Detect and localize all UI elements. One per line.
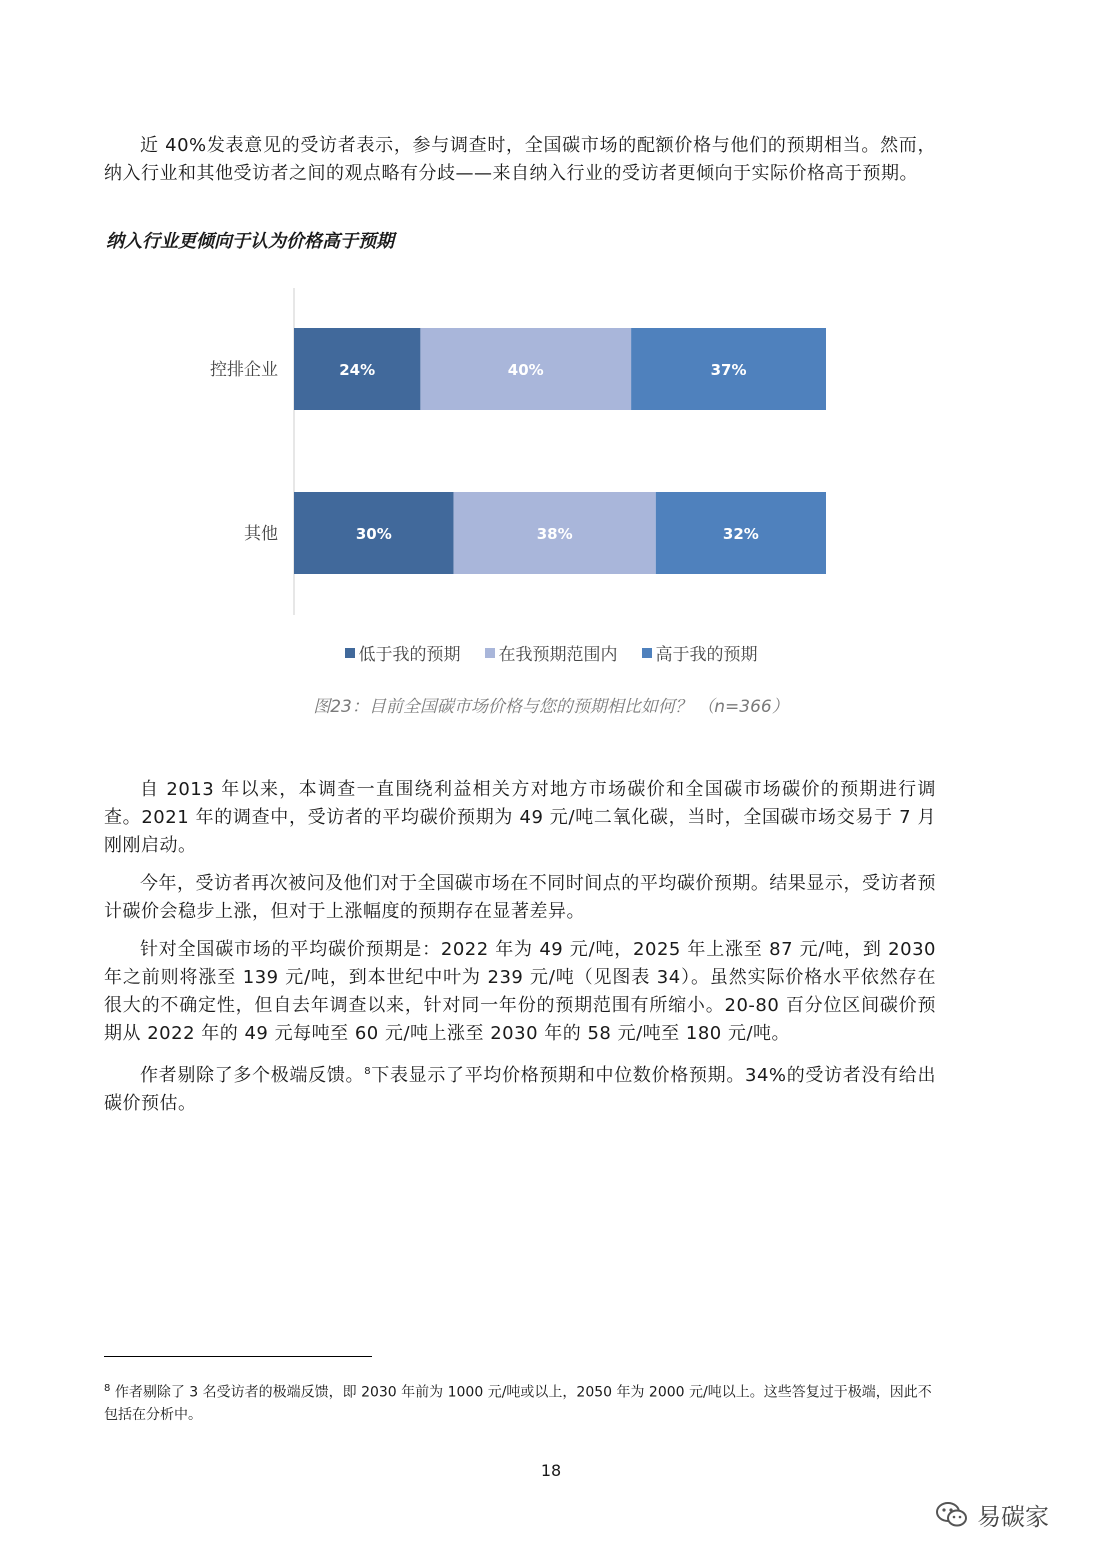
watermark bbox=[935, 1497, 1049, 1532]
data-label: 30% bbox=[355, 525, 392, 543]
stacked-bar-chart bbox=[190, 280, 850, 620]
footnote-text: 作者剔除了 3 名受访者的极端反馈，即 2030 年前为 1000 元/吨或以上，2050 年为 2000 元/吨以上。这些答复过于极端，因此不包括在分析中。 bbox=[104, 1384, 932, 1423]
chart-legend bbox=[0, 640, 1102, 665]
legend-item bbox=[485, 640, 618, 665]
price-forecast-paragraph: 针对全国碳市场的平均碳价预期是：2022 年为 49 元/吨，2025 年上涨至 87 元/吨，到 2030 年之前则将涨至 139 元/吨，到本世纪中叶为 239 元/吨（见图表 34）。虽然实际价格水平依然存在很大的不确定性，但自去年调查以来，针对同一年份的预期范围有所缩小。20-80 百分位区间碳价预期从 2022 年的 49 元每吨至 60 元/吨上涨至 2030 年的 58 元/吨至 180 元/吨。 bbox=[104, 939, 936, 1044]
data-label: 24% bbox=[339, 361, 376, 379]
history-paragraph: 自 2013 年以来，本调查一直围绕利益相关方对地方市场碳价和全国碳市场碳价的预期进行调查。2021 年的调查中，受访者的平均碳价预期为 49 元/吨二氧化碳，当时，全国碳市场交易于 7 月刚刚启动。 bbox=[104, 779, 936, 856]
data-label: 37% bbox=[710, 361, 747, 379]
data-label: 40% bbox=[507, 361, 544, 379]
exclusion-paragraph bbox=[104, 1058, 936, 1118]
wechat-icon bbox=[935, 1500, 969, 1530]
exclusion-text-after: 下表显示了平均价格预期和中位数价格预期。34%的受访者没有给出碳价预估。 bbox=[104, 1065, 936, 1114]
watermark-text: 易碳家 bbox=[977, 1503, 1049, 1531]
footnote bbox=[104, 1378, 936, 1426]
footnote-marker: 8 bbox=[104, 1383, 111, 1394]
figure-caption: 图23：目前全国碳市场价格与您的预期相比如何？ （n=366） bbox=[313, 697, 789, 717]
legend-swatch bbox=[485, 648, 495, 658]
category-label: 控排企业 bbox=[210, 360, 278, 380]
chart-subheading: 纳入行业更倾向于认为价格高于预期 bbox=[106, 231, 394, 252]
legend-swatch bbox=[345, 648, 355, 658]
data-label: 32% bbox=[722, 525, 759, 543]
legend-label: 低于我的预期 bbox=[358, 645, 461, 665]
footnote-reference[interactable]: 8 bbox=[364, 1066, 372, 1077]
expectation-paragraph: 今年，受访者再次被问及他们对于全国碳市场在不同时间点的平均碳价预期。结果显示，受访者预计碳价会稳步上涨，但对于上涨幅度的预期存在显著差异。 bbox=[104, 873, 936, 922]
legend-swatch bbox=[642, 648, 652, 658]
data-label: 38% bbox=[536, 525, 573, 543]
exclusion-text-before: 作者剔除了多个极端反馈。 bbox=[140, 1065, 365, 1086]
legend-item bbox=[642, 640, 758, 665]
legend-label: 高于我的预期 bbox=[655, 645, 758, 665]
footnote-divider bbox=[104, 1356, 372, 1357]
page-number: 18 bbox=[540, 1461, 562, 1480]
legend-item bbox=[345, 640, 461, 665]
intro-paragraph: 近 40%发表意见的受访者表示，参与调查时，全国碳市场的配额价格与他们的预期相当。然而，纳入行业和其他受访者之间的观点略有分歧——来自纳入行业的受访者更倾向于实际价格高于预期。 bbox=[104, 135, 936, 184]
category-label: 其他 bbox=[244, 524, 278, 544]
legend-label: 在我预期范围内 bbox=[498, 645, 618, 665]
